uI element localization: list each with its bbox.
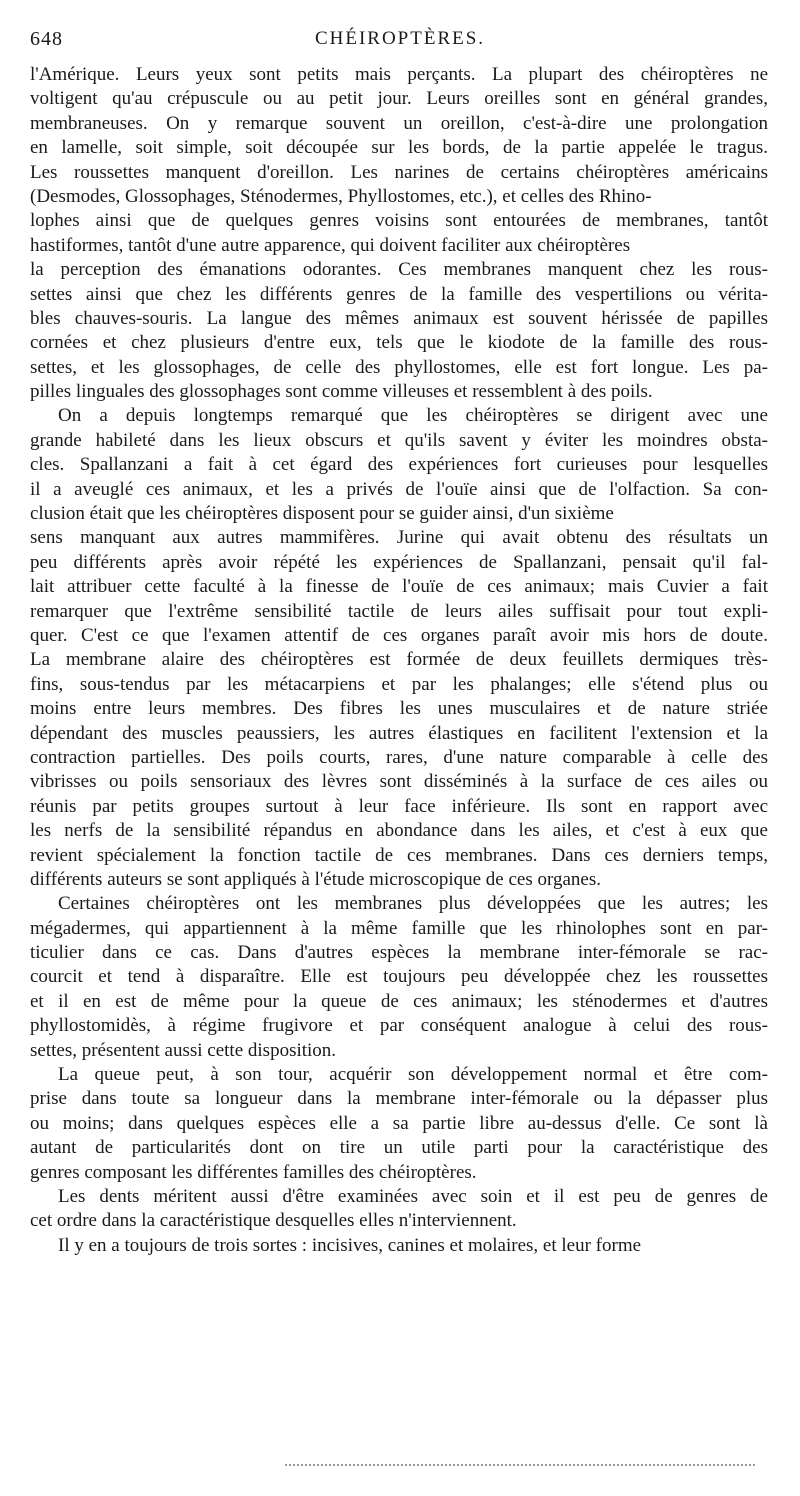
text-line: hastiformes, tantôt d'une autre apparence, qui doivent faciliter aux chéiroptères xyxy=(30,234,631,256)
text-line: fins, sous-tendus par les métacarpiens et par les phalanges; elle s'étend plus ou xyxy=(30,673,768,695)
text-line: voltigent qu'au crépuscule ou au petit jour. Leurs oreilles sont en général grandes, xyxy=(30,88,768,110)
text-line: vibrisses ou poils sensoriaux des lèvres sont disséminés à la surface de ces ailes ou xyxy=(30,771,768,793)
text-line: settes, présentent aussi cette disposition. xyxy=(30,1039,337,1061)
text-line: l'Amérique. Leurs yeux sont petits mais perçants. La plupart des chéiroptères ne xyxy=(30,64,768,85)
running-title: CHÉIROPTÈRES. xyxy=(314,28,486,49)
text-line: cles. Spallanzani a fait à cet égard des expériences fort curieuses pour lesquelles xyxy=(30,454,768,476)
text-line: autant de particularités dont on tire un utile parti pour la caractéristique des xyxy=(30,1137,768,1159)
text-line: lophes ainsi que de quelques genres voisins sont entourées de membranes, tantôt xyxy=(30,210,768,232)
text-line: il a aveuglé ces animaux, et les a privés de l'ouïe ainsi que de l'olfaction. Sa con- xyxy=(30,478,768,500)
text-line: revient spécialement la fonction tactile de ces membranes. Dans ces derniers temps, xyxy=(30,844,768,866)
text-line: grande habileté dans les lieux obscurs et qu'ils savent y éviter les moindres obsta- xyxy=(30,429,768,451)
paragraph-start-line: On a depuis longtemps remarqué que les chéiroptères se dirigent avec une xyxy=(58,405,768,427)
text-line: (Desmodes, Glossophages, Sténodermes, Phyllostomes, etc.), et celles des Rhino- xyxy=(30,185,652,207)
text-line: moins entre leurs membres. Des fibres les unes musculaires et de nature striée xyxy=(30,698,768,720)
text-line: phyllostomidès, à régime frugivore et par conséquent analogue à celui des rous- xyxy=(30,1015,768,1037)
page-header xyxy=(30,28,770,58)
text-line: genres composant les différentes familles des chéiroptères. xyxy=(30,1161,477,1183)
text-line: clusion était que les chéiroptères disposent pour se guider ainsi, d'un sixième xyxy=(30,503,614,525)
text-line: les nerfs de la sensibilité répandus en abondance dans les ailes, et c'est à eux que xyxy=(30,820,768,842)
text-line: contraction partielles. Des poils courts, rares, d'une nature comparable à celle des xyxy=(30,746,768,768)
text-line: mégadermes, qui appartiennent à la même famille que les rhinolophes sont en par- xyxy=(30,917,768,939)
text-line: la perception des émanations odorantes. Ces membranes manquent chez les rous- xyxy=(30,259,768,281)
paragraph-start-line: Les dents méritent aussi d'être examinées avec soin et il est peu de genres de xyxy=(58,1185,768,1207)
text-line: ou moins; dans quelques espèces elle a sa partie libre au-dessus d'elle. Ce sont là xyxy=(30,1112,768,1134)
text-line: quer. C'est ce que l'examen attentif de ces organes paraît avoir mis hors de doute. xyxy=(30,624,768,646)
text-line: dépendant des muscles peaussiers, les autres élastiques en facilitent l'extension et la xyxy=(30,722,768,744)
text-line: remarquer que l'extrême sensibilité tactile de leurs ailes suffisait pour tout expli- xyxy=(30,600,768,622)
text-line: Les roussettes manquent d'oreillon. Les narines de certains chéiroptères américains xyxy=(30,161,768,183)
footer-rule xyxy=(285,1464,755,1466)
text-line: prise dans toute sa longueur dans la membrane inter-fémorale ou la dépasser plus xyxy=(30,1088,768,1110)
text-line: cet ordre dans la caractéristique desquelles elles n'interviennent. xyxy=(30,1210,517,1232)
text-line: lait attribuer cette faculté à la finesse de l'ouïe de ces animaux; mais Cuvier a fait xyxy=(30,576,768,598)
text-line: réunis par petits groupes surtout à leur face inférieure. Ils sont en rapport avec xyxy=(30,795,768,817)
text-line: pilles linguales des glossophages sont comme villeuses et ressemblent à des poils. xyxy=(30,381,653,403)
text-line: et il en est de même pour la queue de ces animaux; les sténodermes et d'autres xyxy=(30,990,768,1012)
text-line: cornées et chez plusieurs d'entre eux, tels que le kiodote de la famille des rous- xyxy=(30,332,768,354)
text-line: courcit et tend à disparaître. Elle est toujours peu développée chez les roussettes xyxy=(30,966,768,988)
body-text xyxy=(30,63,768,1258)
text-line: bles chauves-souris. La langue des mêmes animaux est souvent hérissée de papilles xyxy=(30,307,768,329)
text-line: La membrane alaire des chéiroptères est formée de deux feuillets dermiques très- xyxy=(30,649,768,671)
paragraph-start-line: La queue peut, à son tour, acquérir son développement normal et être com- xyxy=(58,1064,768,1086)
text-line: peu différents après avoir répété les expériences de Spallanzani, pensait qu'il fal- xyxy=(30,551,768,573)
text-line: settes, et les glossophages, de celle des phyllostomes, elle est fort longue. Les pa- xyxy=(30,356,768,378)
text-line: sens manquant aux autres mammifères. Jurine qui avait obtenu des résultats un xyxy=(30,527,768,549)
text-line: membraneuses. On y remarque souvent un oreillon, c'est-à-dire une prolongation xyxy=(30,112,768,134)
page-number: 648 xyxy=(30,28,63,50)
text-line: en lamelle, soit simple, soit découpée sur les bords, de la partie appelée le tragus. xyxy=(30,137,768,159)
text-line: différents auteurs se sont appliqués à l'étude microscopique de ces organes. xyxy=(30,868,601,890)
text-line: ticulier dans ce cas. Dans d'autres espèces la membrane inter-fémorale se rac- xyxy=(30,942,768,964)
text-line: settes ainsi que chez les différents genres de la famille des vespertilions ou vérita- xyxy=(30,283,768,305)
paragraph-start-line: Certaines chéiroptères ont les membranes plus développées que les autres; les xyxy=(58,893,768,915)
paragraph-start-line: Il y en a toujours de trois sortes : incisives, canines et molaires, et leur forme xyxy=(58,1234,642,1256)
